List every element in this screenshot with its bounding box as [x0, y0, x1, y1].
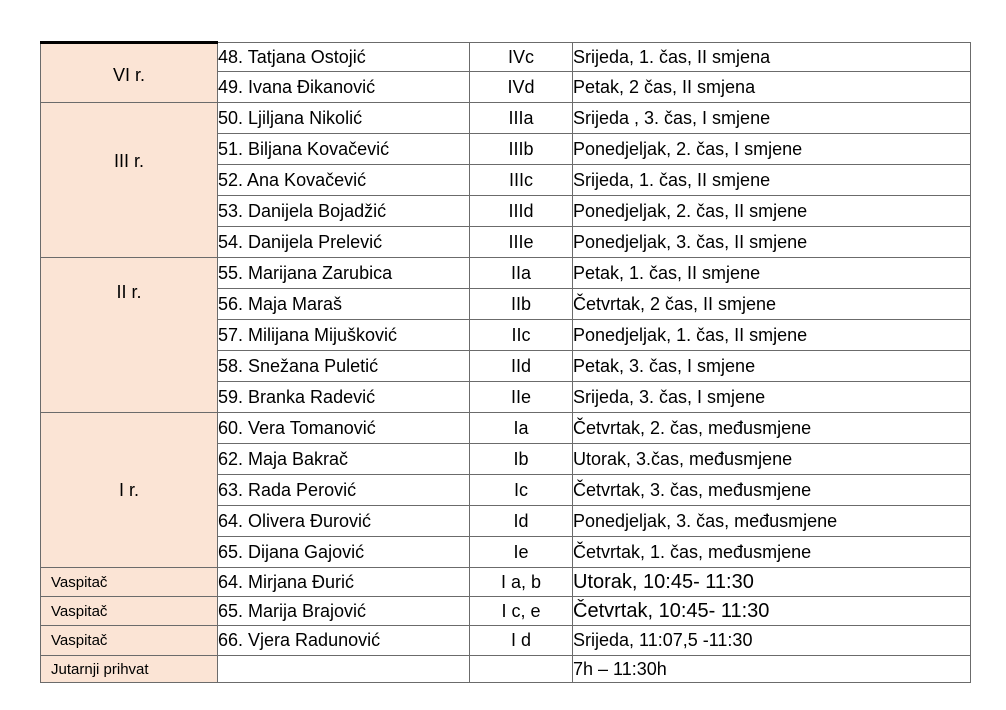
time-cell: Četvrtak, 2 čas, II smjene — [573, 289, 971, 320]
teacher-name: 52. Ana Kovačević — [218, 165, 470, 196]
teacher-name: 62. Maja Bakrač — [218, 444, 470, 475]
teacher-name: 51. Biljana Kovačević — [218, 134, 470, 165]
time-cell: Utorak, 10:45- 11:30 — [573, 568, 971, 597]
teacher-name: 64. Olivera Đurović — [218, 506, 470, 537]
class-cell: IIe — [470, 382, 573, 413]
teacher-name: 59. Branka Radević — [218, 382, 470, 413]
time-cell: Petak, 2 čas, II smjena — [573, 72, 971, 103]
teacher-name: 64. Mirjana Đurić — [218, 568, 470, 597]
teacher-name: 53. Danijela Bojadžić — [218, 196, 470, 227]
time-cell: Srijeda, 3. čas, I smjene — [573, 382, 971, 413]
teacher-name: 56. Maja Maraš — [218, 289, 470, 320]
time-cell: Četvrtak, 1. čas, međusmjene — [573, 537, 971, 568]
class-cell: IIc — [470, 320, 573, 351]
teacher-name: 60. Vera Tomanović — [218, 413, 470, 444]
time-cell: Četvrtak, 2. čas, međusmjene — [573, 413, 971, 444]
table-row — [41, 103, 971, 134]
teacher-name: 54. Danijela Prelević — [218, 227, 470, 258]
group-label: II r. — [116, 282, 142, 302]
group-cell-i — [41, 413, 218, 568]
class-cell: Ib — [470, 444, 573, 475]
class-cell: Ia — [470, 413, 573, 444]
time-cell: Ponedjeljak, 2. čas, II smjene — [573, 196, 971, 227]
class-cell: IVc — [470, 43, 573, 72]
time-cell: Petak, 3. čas, I smjene — [573, 351, 971, 382]
teacher-name: 65. Dijana Gajović — [218, 537, 470, 568]
class-cell: IIa — [470, 258, 573, 289]
time-cell: Četvrtak, 10:45- 11:30 — [573, 597, 971, 626]
teacher-name: 48. Tatjana Ostojić — [218, 43, 470, 72]
time-cell: Ponedjeljak, 1. čas, II smjene — [573, 320, 971, 351]
class-cell: Ic — [470, 475, 573, 506]
time-cell: Srijeda, 1. čas, II smjena — [573, 43, 971, 72]
teacher-name — [218, 656, 470, 683]
table-row — [41, 626, 971, 656]
table-row — [41, 43, 971, 72]
teacher-name: 55. Marijana Zarubica — [218, 258, 470, 289]
teacher-name: 65. Marija Brajović — [218, 597, 470, 626]
group-cell-jutarnji: Jutarnji prihvat — [41, 656, 218, 683]
teacher-name: 66. Vjera Radunović — [218, 626, 470, 656]
class-cell: I a, b — [470, 568, 573, 597]
time-cell: Četvrtak, 3. čas, međusmjene — [573, 475, 971, 506]
class-cell: IIIe — [470, 227, 573, 258]
class-cell: IIIc — [470, 165, 573, 196]
teacher-name: 58. Snežana Puletić — [218, 351, 470, 382]
group-label: I r. — [118, 479, 139, 500]
group-label: III r. — [113, 151, 144, 171]
class-cell: IIIa — [470, 103, 573, 134]
group-cell-ii — [41, 258, 218, 413]
table-row — [41, 656, 971, 683]
time-cell: Ponedjeljak, 2. čas, I smjene — [573, 134, 971, 165]
class-cell: IId — [470, 351, 573, 382]
teacher-name: 50. Ljiljana Nikolić — [218, 103, 470, 134]
group-cell-iii — [41, 103, 218, 258]
time-cell: Petak, 1. čas, II smjene — [573, 258, 971, 289]
class-cell: I d — [470, 626, 573, 656]
time-cell: Utorak, 3.čas, međusmjene — [573, 444, 971, 475]
table-row — [41, 258, 971, 289]
group-cell-vaspitac: Vaspitač — [41, 597, 218, 626]
time-cell: 7h – 11:30h — [573, 656, 971, 683]
group-cell-vi — [41, 43, 218, 103]
group-label: VI r. — [112, 64, 145, 85]
class-cell: I c, e — [470, 597, 573, 626]
time-cell: Ponedjeljak, 3. čas, međusmjene — [573, 506, 971, 537]
class-cell: IIIb — [470, 134, 573, 165]
schedule-table — [40, 41, 971, 683]
class-cell: Ie — [470, 537, 573, 568]
class-cell — [470, 656, 573, 683]
group-cell-vaspitac: Vaspitač — [41, 568, 218, 597]
table-row — [41, 568, 971, 597]
class-cell: IIb — [470, 289, 573, 320]
time-cell: Srijeda, 11:07,5 -11:30 — [573, 626, 971, 656]
class-cell: IVd — [470, 72, 573, 103]
teacher-name: 57. Milijana Mijušković — [218, 320, 470, 351]
group-cell-vaspitac: Vaspitač — [41, 626, 218, 656]
teacher-name: 49. Ivana Đikanović — [218, 72, 470, 103]
time-cell: Ponedjeljak, 3. čas, II smjene — [573, 227, 971, 258]
class-cell: Id — [470, 506, 573, 537]
time-cell: Srijeda , 3. čas, I smjene — [573, 103, 971, 134]
table-row — [41, 413, 971, 444]
teacher-name: 63. Rada Perović — [218, 475, 470, 506]
table-row — [41, 597, 971, 626]
class-cell: IIId — [470, 196, 573, 227]
time-cell: Srijeda, 1. čas, II smjene — [573, 165, 971, 196]
